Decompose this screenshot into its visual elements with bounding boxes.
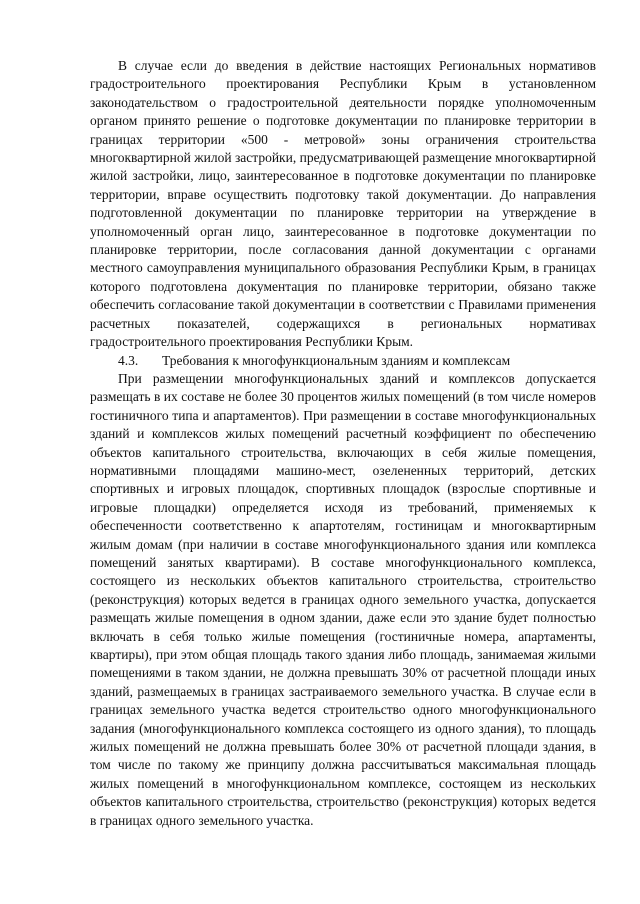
section-title: Требования к многофункциональным зданиям и комплексам [162, 352, 511, 368]
paragraph-multifunctional-buildings: При размещении многофункциональных зданий и комплексов допускается размещать в их составе не более 30 процентов жилых помещений (в том числе номеров гостиничного типа и апартаментов). При размещении в составе многофункциональных зданий и комплексов жилых помещений расчетный коэффициент по обеспечению объектов капитального строительства, включающих в себя жилые помещения, нормативными площадями машино-мест, озелененных территорий, детских спортивных и игровых площадок, спортивных площадок (взрослые спортивные и игровые площадки) определяется исходя из требований, применяемых к обеспеченности соответственно к апартотелям, гостиницам и многоквартирным жилым домам (при наличии в составе многофункционального здания или комплекса помещений занятых квартирами). В составе многофункционального комплекса, состоящего из нескольких объектов капитального строительства, строительство (реконструкция) которых ведется в границах одного земельного участка, допускается размещать жилые помещения в одном здании, даже если это здание будет полностью включать в себя только жилые помещения (гостиничные номера, апартаменты, квартиры), при этом общая площадь такого здания либо площадь, занимаемая жилыми помещениями в таком здании, не должна превышать 30% от расчетной площади иных зданий, размещаемых в границах застраиваемого земельного участка. В случае если в границах земельного участка ведется строительство одного многофункционального задания (многофункционального комплекса состоящего из одного здания), то площадь жилых помещений не должна превышать более 30% от расчетной площади здания, в том числе по такому же принципу должна рассчитываться максимальная площадь жилых помещений в многофункциональном комплексе, состоящем из нескольких объектов капитального строительства, строительство (реконструкция) которых ведется в границах одного земельного участка. [90, 370, 596, 828]
section-number: 4.3. [118, 352, 139, 368]
section-heading [90, 352, 596, 370]
document-page [90, 57, 596, 830]
paragraph-development-documentation: В случае если до введения в действие настоящих Региональных нормативов градостроительного проектирования Республики Крым в установленном законодательством о градостроительной деятельности порядке уполномоченным органом принято решение о подготовке документации по планировке территории в границах территории «500 - метровой» зоны ограничения строительства многоквартирной жилой застройки, предусматривающей размещение многоквартирной жилой застройки, лицо, заинтересованное в подготовке документации по планировке территории, вправе осуществить подготовку такой документации. До направления подготовленной документации по планировке территории на утверждение в уполномоченный орган лицо, заинтересованное в подготовке документации по планировке территории, после согласования данной документации с органами местного самоуправления муниципального образования Республики Крым, в границах которого подготовлена документация по планировке территории, обязано также обеспечить согласование такой документации в соответствии с Правилами применения расчетных показателей, содержащихся в региональных нормативах градостроительного проектирования Республики Крым. [90, 58, 596, 350]
